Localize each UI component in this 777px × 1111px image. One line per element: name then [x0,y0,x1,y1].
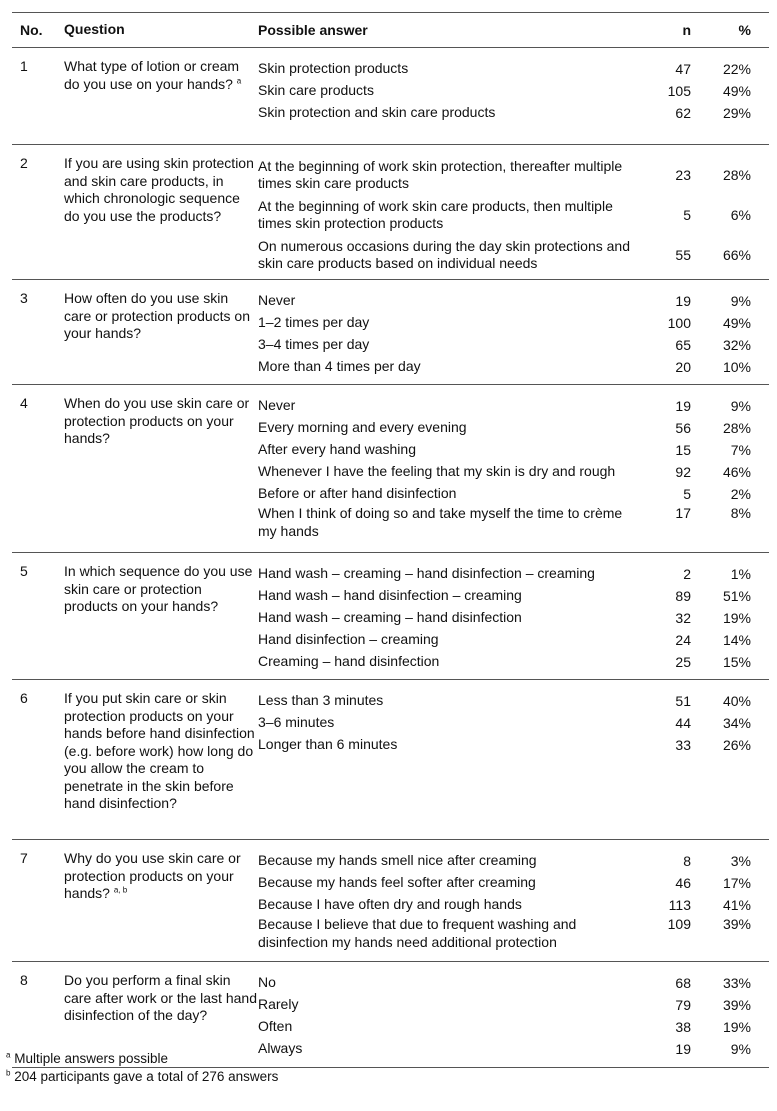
answer-n: 8 [683,853,691,869]
header-question: Question [64,21,125,38]
answer-row [258,712,760,734]
question-label: When do you use skin care or protection products on your hands? [64,395,250,446]
answer-text: Every morning and every evening [258,419,467,436]
answer-text: On numerous occasions during the day skin protections and skin care products based on individual needs [258,237,630,271]
answer-pct: 66% [722,247,751,263]
footnote-a [6,1050,278,1068]
answer-row [258,155,760,195]
question-label: How often do you use skin care or protection products on your hands? [64,290,250,341]
answer-row [258,563,760,585]
answer-n: 32 [675,610,691,626]
answer-pct: 1% [730,566,751,582]
answer-n: 92 [675,464,691,480]
answer-n: 109 [667,916,691,932]
answer-row [258,58,760,80]
answer-text: At the beginning of work skin care products, then multiple times skin protection products [258,197,613,231]
question-text [64,850,258,953]
footnote-mark: a [6,1050,11,1060]
header-pct: % [738,22,751,38]
answer-list [258,563,760,671]
answer-pct: 49% [722,83,751,99]
question-number: 7 [20,850,28,866]
answer-pct: 39% [722,916,751,932]
answer-pct: 26% [722,737,751,753]
answer-pct: 41% [722,897,751,913]
answer-pct: 34% [722,715,751,731]
footnote-text: Multiple answers possible [14,1051,169,1066]
answer-pct: 39% [722,997,751,1013]
answer-n: 113 [668,897,691,913]
answer-pct: 32% [722,337,751,353]
question-group [12,145,769,279]
answer-list [258,972,760,1059]
answer-text: 3–4 times per day [258,336,370,353]
answer-text: Skin protection products [258,60,409,77]
answer-pct: 49% [722,315,751,331]
answer-n: 25 [675,654,691,670]
answer-list [258,690,760,831]
answer-pct: 22% [722,61,751,77]
answer-pct: 28% [722,420,751,436]
answer-row [258,1016,760,1038]
answer-row [258,356,760,378]
question-label: Why do you use skin care or protection products on your hands? [64,850,241,901]
question-footnote-mark: a [236,75,242,85]
footnote-text: 204 participants gave a total of 276 answers [14,1069,279,1084]
answer-row [258,651,760,673]
answer-pct: 19% [722,610,751,626]
answer-n: 55 [675,247,691,263]
answer-n: 17 [675,505,691,521]
question-number: 6 [20,690,28,706]
answer-text: Never [258,292,296,309]
answer-text: Less than 3 minutes [258,692,384,709]
answer-n: 24 [675,632,691,648]
answer-pct: 19% [722,1019,751,1035]
answer-row [258,195,760,235]
answer-row [258,585,760,607]
question-number: 4 [20,395,28,411]
question-label: If you are using skin protection and skin care products, in which chronologic sequence do you use the products? [64,155,254,224]
answer-n: 5 [683,486,691,502]
answer-pct: 2% [730,486,751,502]
answer-text: 1–2 times per day [258,314,370,331]
answer-row [258,629,760,651]
question-group [12,840,769,961]
answer-pct: 29% [722,105,751,121]
question-group [12,385,769,552]
question-text [64,563,258,671]
answer-n: 56 [675,420,691,436]
answer-n: 62 [675,105,691,121]
answer-row [258,894,760,916]
answer-row [258,972,760,994]
answer-n: 19 [675,293,691,309]
header-n: n [682,22,691,38]
answer-text: Rarely [258,996,299,1013]
answer-text: When I think of doing so and take myself the time to crème my hands [258,505,623,539]
answer-row [258,916,760,956]
footnote-b [6,1068,278,1086]
footnote-mark: b [6,1068,11,1078]
question-group [12,280,769,384]
table-body [12,48,769,1068]
answer-n: 105 [667,83,691,99]
answer-text: Hand wash – hand disinfection – creaming [258,587,522,604]
answer-row [258,80,760,102]
answer-row [258,1038,760,1060]
question-text [64,290,258,376]
answer-row [258,872,760,894]
question-number: 5 [20,563,28,579]
answer-text: Because I believe that due to frequent washing and disinfection my hands need additional protection [258,916,577,950]
answer-pct: 46% [722,464,751,480]
answer-n: 33 [675,737,691,753]
question-text [64,58,258,136]
question-number: 1 [20,58,28,74]
answer-row [258,461,760,483]
answer-n: 2 [683,566,691,582]
answer-pct: 17% [722,875,751,891]
answer-list [258,58,760,136]
answer-pct: 9% [730,1041,751,1057]
answer-text: Skin care products [258,82,374,99]
footnotes [6,1050,278,1086]
answer-row [258,334,760,356]
survey-table [12,12,769,1068]
answer-n: 65 [675,337,691,353]
answer-n: 19 [675,398,691,414]
answer-text: Whenever I have the feeling that my skin is dry and rough [258,463,616,480]
answer-n: 47 [675,61,691,77]
answer-n: 89 [675,588,691,604]
answer-row [258,290,760,312]
answer-pct: 6% [730,207,751,223]
answer-row [258,417,760,439]
answer-row [258,607,760,629]
answer-text: Before or after hand disinfection [258,485,457,502]
question-group [12,48,769,144]
answer-list [258,850,760,953]
question-label: What type of lotion or cream do you use on your hands? [64,58,240,92]
question-number: 3 [20,290,28,306]
answer-row [258,235,760,275]
answer-text: More than 4 times per day [258,358,421,375]
answer-text: Because my hands smell nice after creaming [258,852,537,869]
answer-n: 100 [667,315,691,331]
question-group [12,553,769,679]
answer-text: Because my hands feel softer after creaming [258,874,536,891]
header-no: No. [20,22,43,38]
answer-row [258,439,760,461]
header-answer: Possible answer [258,22,368,38]
answer-row [258,395,760,417]
answer-text: Hand wash – creaming – hand disinfection [258,609,522,626]
answer-row [258,483,760,505]
answer-n: 19 [675,1041,691,1057]
question-label: Do you perform a final skin care after work or the last hand disinfection of the day? [64,972,257,1023]
answer-row [258,734,760,756]
answer-text: Skin protection and skin care products [258,104,496,121]
answer-row [258,312,760,334]
answer-n: 23 [675,167,691,183]
answer-list [258,155,760,271]
answer-pct: 9% [730,398,751,414]
answer-pct: 14% [722,632,751,648]
answer-n: 51 [675,693,691,709]
answer-pct: 51% [722,588,751,604]
answer-n: 38 [675,1019,691,1035]
answer-pct: 33% [722,975,751,991]
answer-text: Hand disinfection – creaming [258,631,439,648]
answer-list [258,395,760,544]
answer-list [258,290,760,376]
answer-pct: 7% [730,442,751,458]
answer-row [258,102,760,124]
answer-pct: 15% [722,654,751,670]
answer-row [258,850,760,872]
question-text [64,395,258,544]
answer-text: 3–6 minutes [258,714,335,731]
answer-text: Because I have often dry and rough hands [258,896,522,913]
question-text [64,690,258,831]
question-text [64,972,258,1059]
question-label: If you put skin care or skin protection products on your hands before hand disinfection (e.g. before work) how long do you allow the cream to penetrate in the skin before hand disinfection? [64,690,255,811]
answer-text: Often [258,1018,293,1035]
answer-pct: 10% [722,359,751,375]
answer-row [258,505,760,545]
question-footnote-mark: a, b [113,885,128,895]
answer-text: After every hand washing [258,441,416,458]
answer-n: 68 [675,975,691,991]
answer-text: At the beginning of work skin protection, thereafter multiple times skin care products [258,157,623,191]
answer-row [258,690,760,712]
answer-pct: 40% [722,693,751,709]
answer-pct: 9% [730,293,751,309]
question-number: 2 [20,155,28,171]
answer-n: 15 [675,442,691,458]
answer-text: No [258,974,276,991]
answer-n: 20 [675,359,691,375]
answer-n: 79 [675,997,691,1013]
answer-pct: 3% [730,853,751,869]
answer-n: 44 [675,715,691,731]
answer-text: Always [258,1040,303,1057]
answer-text: Hand wash – creaming – hand disinfection – creaming [258,565,595,582]
answer-n: 46 [675,875,691,891]
answer-pct: 8% [730,505,751,521]
question-text [64,155,258,271]
table-header [12,13,769,47]
answer-text: Longer than 6 minutes [258,736,398,753]
answer-text: Creaming – hand disinfection [258,653,440,670]
answer-row [258,994,760,1016]
answer-n: 5 [683,207,691,223]
question-number: 8 [20,972,28,988]
question-group [12,680,769,839]
answer-text: Never [258,397,296,414]
answer-pct: 28% [722,167,751,183]
question-label: In which sequence do you use skin care or protection products on your hands? [64,563,253,614]
